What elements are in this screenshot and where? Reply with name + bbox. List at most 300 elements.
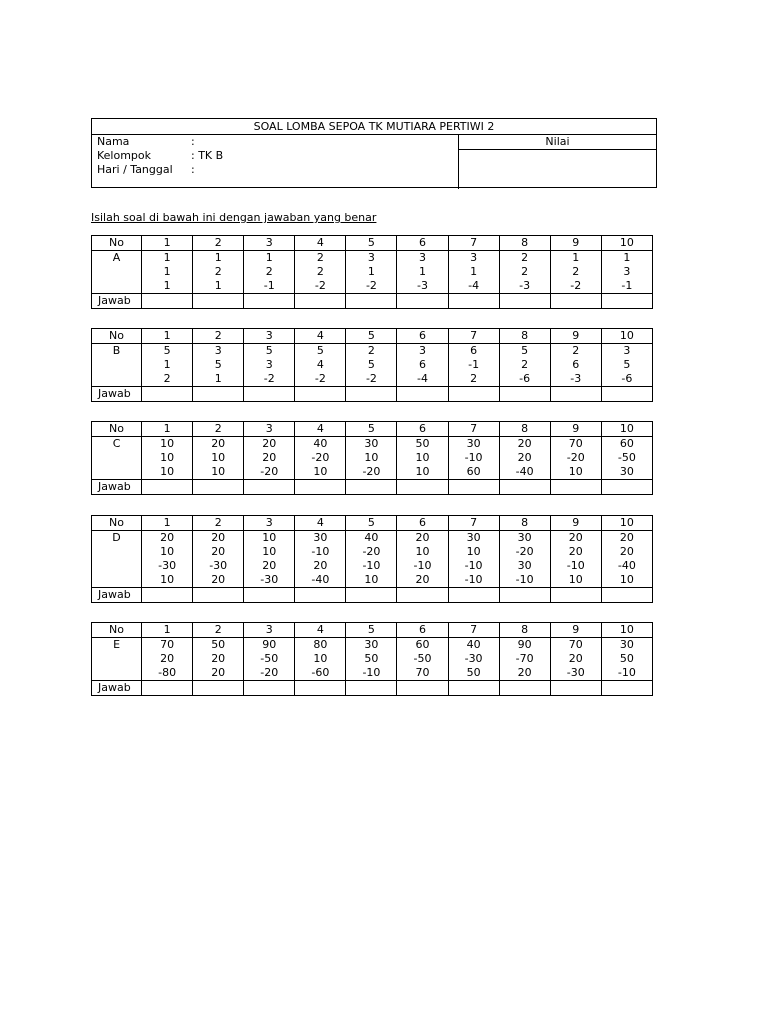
operand-cell: 1 — [142, 358, 193, 372]
answer-cell[interactable] — [397, 588, 448, 603]
operand-cell: 20 — [193, 545, 244, 559]
student-info — [97, 135, 457, 177]
operand-row — [92, 531, 653, 546]
field-label: Kelompok — [97, 149, 152, 162]
operand-cell: -10 — [346, 559, 397, 573]
soal-table-a — [91, 235, 653, 309]
soal-table-d — [91, 515, 653, 603]
operand-row — [92, 451, 653, 465]
question-number: 3 — [244, 516, 295, 531]
header-box — [91, 118, 657, 188]
operand-cell: 1 — [193, 279, 244, 294]
operand-cell: 60 — [448, 465, 499, 480]
answer-cell[interactable] — [244, 294, 295, 309]
operand-cell: 10 — [193, 451, 244, 465]
operand-cell: 3 — [448, 251, 499, 266]
operand-cell: 20 — [142, 652, 193, 666]
answer-cell[interactable] — [142, 387, 193, 402]
blank-cell — [92, 451, 142, 465]
soal-table-c — [91, 421, 653, 495]
answer-cell[interactable] — [244, 387, 295, 402]
answer-cell[interactable] — [550, 681, 601, 696]
operand-cell: -30 — [193, 559, 244, 573]
question-number: 10 — [601, 623, 652, 638]
operand-cell: -2 — [295, 279, 346, 294]
blank-cell — [92, 666, 142, 681]
operand-cell: 2 — [142, 372, 193, 387]
answer-row — [92, 387, 653, 402]
operand-row — [92, 666, 653, 681]
operand-cell: 2 — [295, 265, 346, 279]
answer-cell[interactable] — [601, 588, 652, 603]
operand-cell: 30 — [499, 531, 550, 546]
operand-cell: 5 — [244, 344, 295, 359]
operand-cell: 10 — [397, 451, 448, 465]
operand-cell: 20 — [295, 559, 346, 573]
answer-cell[interactable] — [397, 294, 448, 309]
jawab-label: Jawab — [92, 294, 142, 309]
question-number: 9 — [550, 623, 601, 638]
operand-cell: -20 — [244, 465, 295, 480]
operand-cell: 20 — [397, 573, 448, 588]
operand-cell: 20 — [244, 437, 295, 452]
question-number: 5 — [346, 422, 397, 437]
question-number: 9 — [550, 516, 601, 531]
answer-row — [92, 294, 653, 309]
operand-cell: 50 — [397, 437, 448, 452]
operand-cell: 1 — [142, 265, 193, 279]
question-number: 2 — [193, 422, 244, 437]
operand-cell: 10 — [244, 531, 295, 546]
jawab-label: Jawab — [92, 480, 142, 495]
question-number: 9 — [550, 329, 601, 344]
operand-cell: -20 — [346, 545, 397, 559]
operand-cell: 20 — [193, 652, 244, 666]
operand-cell: 10 — [346, 573, 397, 588]
answer-cell[interactable] — [193, 387, 244, 402]
answer-cell[interactable] — [193, 294, 244, 309]
question-number: 10 — [601, 236, 652, 251]
operand-cell: 1 — [193, 372, 244, 387]
operand-cell: -3 — [550, 372, 601, 387]
operand-cell: 1 — [142, 251, 193, 266]
nilai-box — [458, 135, 656, 189]
question-number: 7 — [448, 516, 499, 531]
operand-cell: 50 — [346, 652, 397, 666]
question-number: 7 — [448, 236, 499, 251]
answer-cell[interactable] — [142, 480, 193, 495]
blank-cell — [92, 279, 142, 294]
operand-row — [92, 279, 653, 294]
operand-cell: 30 — [295, 531, 346, 546]
answer-cell[interactable] — [346, 681, 397, 696]
answer-cell[interactable] — [295, 480, 346, 495]
operand-cell: 2 — [499, 358, 550, 372]
no-label: No — [92, 236, 142, 251]
blank-cell — [92, 573, 142, 588]
operand-cell: 2 — [550, 344, 601, 359]
operand-cell: 20 — [601, 545, 652, 559]
answer-cell[interactable] — [550, 294, 601, 309]
operand-row — [92, 251, 653, 266]
question-number: 9 — [550, 422, 601, 437]
operand-cell: 2 — [499, 251, 550, 266]
number-row — [92, 516, 653, 531]
operand-cell: 1 — [193, 251, 244, 266]
operand-cell: 20 — [550, 652, 601, 666]
operand-cell: -4 — [397, 372, 448, 387]
question-number: 2 — [193, 329, 244, 344]
question-number: 3 — [244, 236, 295, 251]
answer-cell[interactable] — [550, 480, 601, 495]
operand-cell: 20 — [499, 451, 550, 465]
question-number: 4 — [295, 516, 346, 531]
question-number: 1 — [142, 236, 193, 251]
operand-cell: -1 — [244, 279, 295, 294]
operand-cell: 2 — [295, 251, 346, 266]
operand-cell: -30 — [142, 559, 193, 573]
jawab-label: Jawab — [92, 681, 142, 696]
answer-cell[interactable] — [448, 588, 499, 603]
field-label: Nama — [97, 135, 130, 148]
operand-cell: -30 — [244, 573, 295, 588]
operand-cell: 5 — [601, 358, 652, 372]
operand-cell: -10 — [397, 559, 448, 573]
answer-cell[interactable] — [244, 681, 295, 696]
operand-cell: 10 — [346, 451, 397, 465]
number-row — [92, 329, 653, 344]
set-letter: B — [92, 344, 142, 359]
question-number: 3 — [244, 329, 295, 344]
question-number: 5 — [346, 516, 397, 531]
operand-row — [92, 573, 653, 588]
question-number: 1 — [142, 623, 193, 638]
operand-cell: -10 — [295, 545, 346, 559]
question-number: 6 — [397, 422, 448, 437]
operand-cell: 20 — [193, 531, 244, 546]
question-number: 1 — [142, 422, 193, 437]
question-number: 3 — [244, 623, 295, 638]
operand-cell: -2 — [346, 372, 397, 387]
question-number: 6 — [397, 623, 448, 638]
question-number: 6 — [397, 516, 448, 531]
operand-cell: -20 — [499, 545, 550, 559]
question-number: 3 — [244, 422, 295, 437]
operand-cell: 30 — [601, 638, 652, 653]
field-value: : — [191, 163, 195, 176]
answer-cell[interactable] — [499, 480, 550, 495]
answer-cell[interactable] — [601, 480, 652, 495]
operand-row — [92, 559, 653, 573]
answer-cell[interactable] — [601, 387, 652, 402]
operand-cell: 30 — [346, 638, 397, 653]
blank-cell — [92, 265, 142, 279]
answer-cell[interactable] — [448, 294, 499, 309]
answer-cell[interactable] — [499, 681, 550, 696]
operand-cell: 10 — [397, 465, 448, 480]
question-number: 2 — [193, 236, 244, 251]
blank-cell — [92, 652, 142, 666]
operand-cell: 6 — [448, 344, 499, 359]
question-number: 6 — [397, 329, 448, 344]
operand-cell: 10 — [397, 545, 448, 559]
operand-row — [92, 437, 653, 452]
operand-cell: 70 — [142, 638, 193, 653]
operand-cell: 40 — [448, 638, 499, 653]
operand-cell: 70 — [397, 666, 448, 681]
operand-cell: 1 — [550, 251, 601, 266]
question-number: 8 — [499, 422, 550, 437]
no-label: No — [92, 329, 142, 344]
operand-cell: 30 — [499, 559, 550, 573]
question-number: 4 — [295, 422, 346, 437]
answer-cell[interactable] — [193, 588, 244, 603]
operand-cell: -20 — [295, 451, 346, 465]
answer-cell[interactable] — [601, 294, 652, 309]
question-number: 5 — [346, 329, 397, 344]
answer-cell[interactable] — [193, 480, 244, 495]
operand-cell: 40 — [295, 437, 346, 452]
operand-cell: -2 — [346, 279, 397, 294]
no-label: No — [92, 422, 142, 437]
operand-cell: 10 — [550, 465, 601, 480]
operand-row — [92, 265, 653, 279]
number-row — [92, 422, 653, 437]
operand-cell: 1 — [142, 279, 193, 294]
answer-cell[interactable] — [397, 480, 448, 495]
operand-cell: -70 — [499, 652, 550, 666]
question-number: 8 — [499, 516, 550, 531]
operand-cell: 10 — [142, 465, 193, 480]
operand-cell: -20 — [550, 451, 601, 465]
operand-cell: 3 — [244, 358, 295, 372]
answer-cell[interactable] — [499, 294, 550, 309]
operand-cell: -10 — [499, 573, 550, 588]
operand-cell: -40 — [601, 559, 652, 573]
answer-cell[interactable] — [244, 480, 295, 495]
operand-cell: -80 — [142, 666, 193, 681]
operand-cell: 20 — [244, 451, 295, 465]
operand-cell: 10 — [193, 465, 244, 480]
question-number: 10 — [601, 422, 652, 437]
operand-cell: 20 — [499, 437, 550, 452]
operand-cell: 10 — [295, 652, 346, 666]
soal-table-e — [91, 622, 653, 696]
operand-cell: -50 — [601, 451, 652, 465]
number-row — [92, 623, 653, 638]
answer-cell[interactable] — [346, 294, 397, 309]
operand-cell: 10 — [601, 573, 652, 588]
field-value: : — [191, 135, 195, 148]
answer-cell[interactable] — [295, 387, 346, 402]
operand-cell: 20 — [142, 531, 193, 546]
operand-cell: 4 — [295, 358, 346, 372]
operand-cell: 10 — [142, 437, 193, 452]
answer-cell[interactable] — [142, 588, 193, 603]
answer-cell[interactable] — [193, 681, 244, 696]
field-nama[interactable] — [97, 135, 457, 149]
worksheet-title: SOAL LOMBA SEPOA TK MUTIARA PERTIWI 2 — [92, 119, 656, 135]
operand-cell: 1 — [601, 251, 652, 266]
operand-cell: 60 — [397, 638, 448, 653]
set-letter: C — [92, 437, 142, 452]
operand-row — [92, 652, 653, 666]
operand-cell: 1 — [244, 251, 295, 266]
answer-cell[interactable] — [295, 588, 346, 603]
operand-cell: 5 — [193, 358, 244, 372]
answer-cell[interactable] — [397, 387, 448, 402]
answer-cell[interactable] — [397, 681, 448, 696]
question-number: 8 — [499, 236, 550, 251]
answer-cell[interactable] — [601, 681, 652, 696]
question-number: 6 — [397, 236, 448, 251]
operand-row — [92, 358, 653, 372]
operand-cell: -30 — [448, 652, 499, 666]
operand-cell: 30 — [601, 465, 652, 480]
jawab-label: Jawab — [92, 588, 142, 603]
question-number: 2 — [193, 623, 244, 638]
operand-cell: 20 — [193, 437, 244, 452]
operand-row — [92, 344, 653, 359]
answer-cell[interactable] — [448, 480, 499, 495]
set-letter: E — [92, 638, 142, 653]
question-number: 5 — [346, 623, 397, 638]
operand-cell: -20 — [244, 666, 295, 681]
operand-cell: -2 — [295, 372, 346, 387]
field-kelompok[interactable] — [97, 149, 457, 163]
operand-cell: 60 — [601, 437, 652, 452]
operand-cell: 10 — [244, 545, 295, 559]
operand-cell: 30 — [346, 437, 397, 452]
operand-cell: 2 — [550, 265, 601, 279]
operand-cell: 70 — [550, 638, 601, 653]
answer-cell[interactable] — [346, 588, 397, 603]
operand-row — [92, 545, 653, 559]
question-number: 9 — [550, 236, 601, 251]
answer-cell[interactable] — [142, 681, 193, 696]
operand-cell: -1 — [448, 358, 499, 372]
question-number: 1 — [142, 329, 193, 344]
answer-row — [92, 681, 653, 696]
field-value: : TK B — [191, 149, 224, 162]
answer-cell[interactable] — [448, 681, 499, 696]
set-letter: D — [92, 531, 142, 546]
set-letter: A — [92, 251, 142, 266]
answer-cell[interactable] — [448, 387, 499, 402]
answer-cell[interactable] — [346, 480, 397, 495]
operand-cell: -10 — [448, 559, 499, 573]
instruction-text: Isilah soal di bawah ini dengan jawaban yang benar — [91, 211, 377, 224]
no-label: No — [92, 516, 142, 531]
operand-cell: -3 — [397, 279, 448, 294]
operand-cell: -40 — [499, 465, 550, 480]
operand-cell: -10 — [346, 666, 397, 681]
operand-cell: 10 — [142, 451, 193, 465]
answer-cell[interactable] — [142, 294, 193, 309]
blank-cell — [92, 358, 142, 372]
blank-cell — [92, 545, 142, 559]
operand-cell: 90 — [499, 638, 550, 653]
operand-cell: 20 — [193, 666, 244, 681]
operand-cell: 20 — [499, 666, 550, 681]
operand-cell: -4 — [448, 279, 499, 294]
operand-cell: 1 — [448, 265, 499, 279]
operand-cell: 2 — [448, 372, 499, 387]
question-number: 7 — [448, 623, 499, 638]
question-number: 10 — [601, 516, 652, 531]
blank-cell — [92, 465, 142, 480]
answer-cell[interactable] — [346, 387, 397, 402]
operand-row — [92, 465, 653, 480]
question-number: 7 — [448, 422, 499, 437]
operand-cell: 5 — [346, 358, 397, 372]
nilai-label: Nilai — [459, 135, 656, 150]
answer-row — [92, 588, 653, 603]
operand-cell: 3 — [193, 344, 244, 359]
operand-cell: 50 — [601, 652, 652, 666]
operand-cell: 80 — [295, 638, 346, 653]
operand-cell: -10 — [448, 451, 499, 465]
operand-cell: 2 — [193, 265, 244, 279]
operand-cell: 3 — [601, 265, 652, 279]
answer-cell[interactable] — [295, 681, 346, 696]
answer-cell[interactable] — [550, 588, 601, 603]
operand-cell: 5 — [142, 344, 193, 359]
operand-cell: 5 — [499, 344, 550, 359]
operand-cell: 3 — [346, 251, 397, 266]
operand-cell: 2 — [346, 344, 397, 359]
operand-cell: 1 — [397, 265, 448, 279]
soal-table-b — [91, 328, 653, 402]
operand-cell: -6 — [499, 372, 550, 387]
operand-cell: 2 — [499, 265, 550, 279]
operand-cell: -2 — [244, 372, 295, 387]
operand-cell: -10 — [601, 666, 652, 681]
answer-cell[interactable] — [244, 588, 295, 603]
operand-cell: -3 — [499, 279, 550, 294]
operand-cell: 90 — [244, 638, 295, 653]
answer-cell[interactable] — [499, 387, 550, 402]
operand-cell: 3 — [397, 251, 448, 266]
question-number: 2 — [193, 516, 244, 531]
operand-cell: 50 — [193, 638, 244, 653]
operand-row — [92, 372, 653, 387]
operand-cell: -20 — [346, 465, 397, 480]
operand-cell: -40 — [295, 573, 346, 588]
operand-cell: 3 — [397, 344, 448, 359]
question-number: 8 — [499, 329, 550, 344]
answer-cell[interactable] — [499, 588, 550, 603]
operand-cell: 10 — [550, 573, 601, 588]
operand-cell: -6 — [601, 372, 652, 387]
question-number: 4 — [295, 623, 346, 638]
answer-cell[interactable] — [295, 294, 346, 309]
operand-cell: -50 — [397, 652, 448, 666]
operand-cell: 10 — [448, 545, 499, 559]
field-hari-tanggal[interactable] — [97, 163, 457, 177]
operand-cell: 20 — [397, 531, 448, 546]
question-number: 4 — [295, 329, 346, 344]
operand-cell: 6 — [550, 358, 601, 372]
operand-row — [92, 638, 653, 653]
operand-cell: 10 — [142, 573, 193, 588]
question-number: 5 — [346, 236, 397, 251]
operand-cell: 1 — [346, 265, 397, 279]
operand-cell: 10 — [295, 465, 346, 480]
answer-cell[interactable] — [550, 387, 601, 402]
operand-cell: 20 — [550, 545, 601, 559]
operand-cell: 30 — [448, 437, 499, 452]
